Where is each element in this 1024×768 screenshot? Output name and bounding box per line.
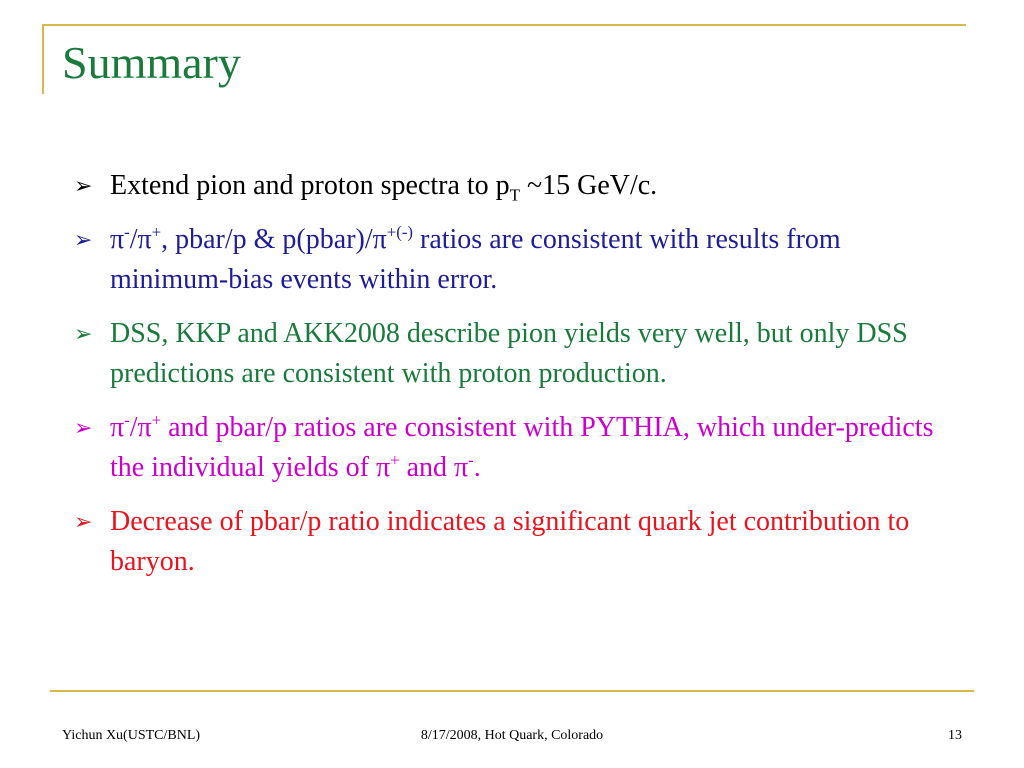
superscript: +(-)	[386, 222, 413, 242]
pi-symbol: π	[110, 224, 125, 255]
bullet-text: DSS, KKP and AKK2008 describe pion yields very well, but only DSS predictions are consistent with proton production.	[110, 318, 908, 389]
bullet-text: /	[129, 224, 138, 255]
bullet-text: and pbar/p ratios are consistent with PYTHIA, which under-predicts the individual yields of	[110, 412, 934, 483]
bullet-item	[74, 220, 954, 300]
pi-symbol: π	[137, 412, 152, 443]
arrow-bullet-icon: ➢	[74, 415, 93, 440]
arrow-bullet-icon: ➢	[74, 321, 93, 346]
superscript: -	[124, 222, 130, 242]
bullet-item	[74, 166, 954, 206]
arrow-bullet-icon: ➢	[74, 509, 93, 534]
bullet-item	[74, 502, 954, 582]
bullet-text: Decrease of pbar/p ratio indicates a significant quark jet contribution to baryon.	[110, 506, 910, 577]
pi-symbol: π	[137, 224, 152, 255]
bullet-text: , pbar/p & p(pbar)/	[161, 224, 373, 255]
superscript: +	[151, 222, 162, 242]
pi-symbol: π	[372, 224, 387, 255]
bullet-text: ratios are consistent with results from minimum-bias events within error.	[110, 224, 841, 295]
footer-rule	[50, 690, 974, 692]
footer-author: Yichun Xu(USTC/BNL)	[62, 728, 201, 743]
arrow-bullet-icon: ➢	[74, 173, 93, 198]
footer-event: 8/17/2008, Hot Quark, Colorado	[420, 728, 604, 743]
bullet-text: .	[473, 452, 481, 483]
arrow-bullet-icon: ➢	[74, 227, 93, 252]
pi-symbol: π	[454, 452, 469, 483]
bullet-item	[74, 314, 954, 394]
bullet-text: Extend pion and proton spectra to p	[110, 170, 510, 201]
frame-top-rule	[42, 24, 966, 26]
pi-symbol: π	[375, 452, 391, 483]
superscript: +	[151, 410, 162, 430]
pi-symbol: π	[110, 412, 125, 443]
superscript: -	[124, 410, 130, 430]
bullet-text: /	[129, 412, 138, 443]
slide-number: 13	[948, 728, 962, 743]
superscript: -	[468, 450, 474, 470]
frame-left-rule	[42, 24, 44, 94]
subscript: T	[509, 185, 520, 205]
slide-title: Summary	[62, 37, 241, 88]
bullet-text: ~15 GeV/c.	[519, 170, 658, 201]
bullet-list	[74, 166, 954, 596]
bullet-item	[74, 408, 954, 488]
bullet-text: and	[399, 452, 455, 483]
superscript: +	[390, 450, 400, 470]
